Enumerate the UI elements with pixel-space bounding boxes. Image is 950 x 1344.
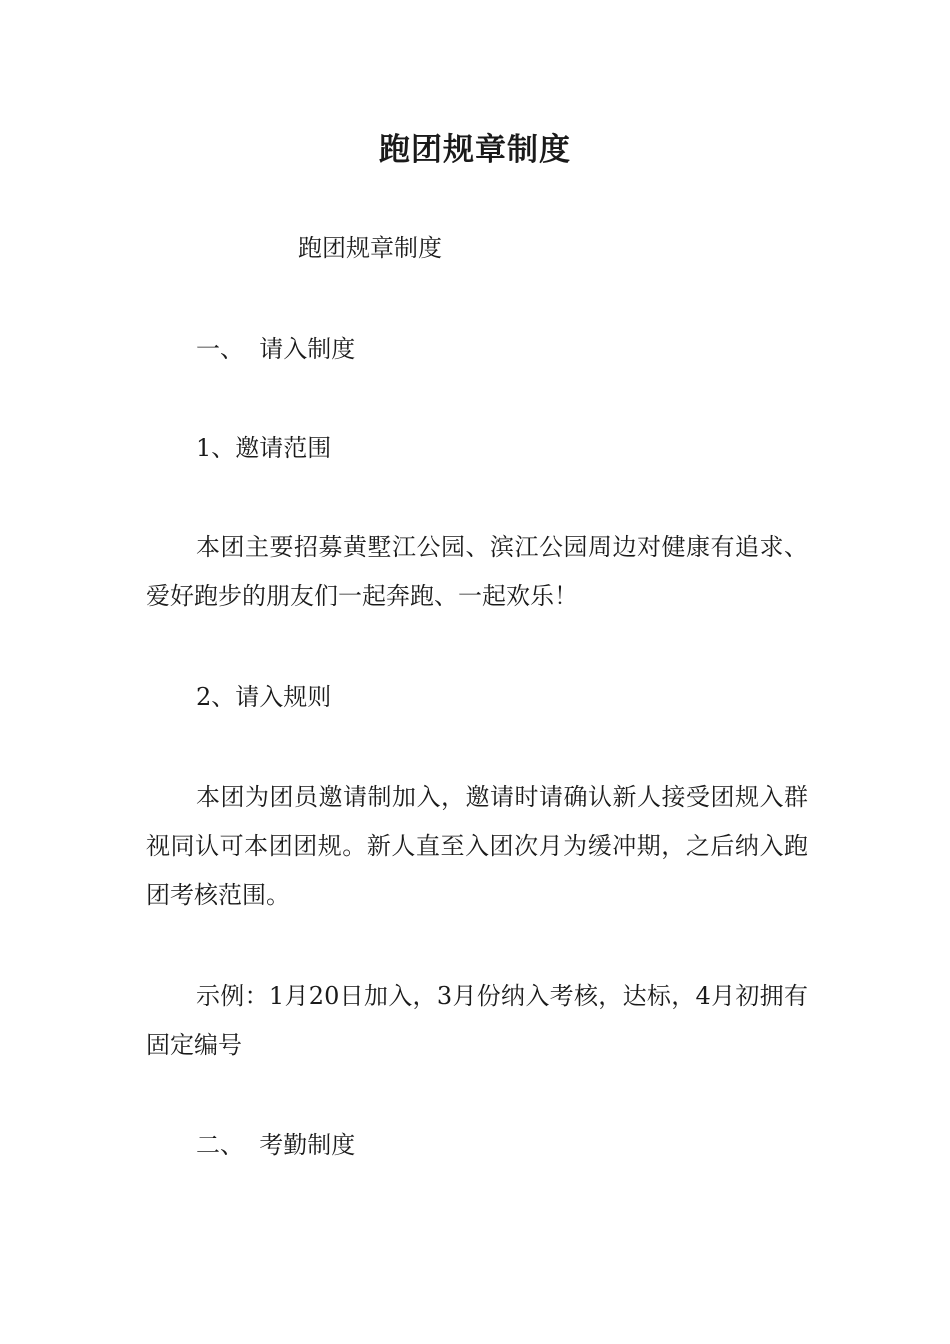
document-title: 跑团规章制度 [379,132,571,168]
section-heading-1: 一、 请入制度 [196,335,356,363]
paragraph-invite-scope: 本团主要招募黄墅江公园、滨江公园周边对健康有追求、爱好跑步的朋友们一起奔跑、一起欢乐！ [146,533,808,610]
item-heading-2: 2、请入规则 [196,683,332,711]
paragraph-example: 示例：1月20日加入，3月份纳入考核，达标，4月初拥有固定编号 [146,982,808,1059]
item-heading-1: 1、邀请范围 [196,434,332,462]
section-heading-2: 二、 考勤制度 [196,1131,356,1159]
paragraph-join-rules: 本团为团员邀请制加入，邀请时请确认新人接受团规入群视同认可本团团规。新人直至入团次月为缓冲期，之后纳入跑团考核范围。 [146,783,808,909]
document-subtitle: 跑团规章制度 [298,234,442,262]
